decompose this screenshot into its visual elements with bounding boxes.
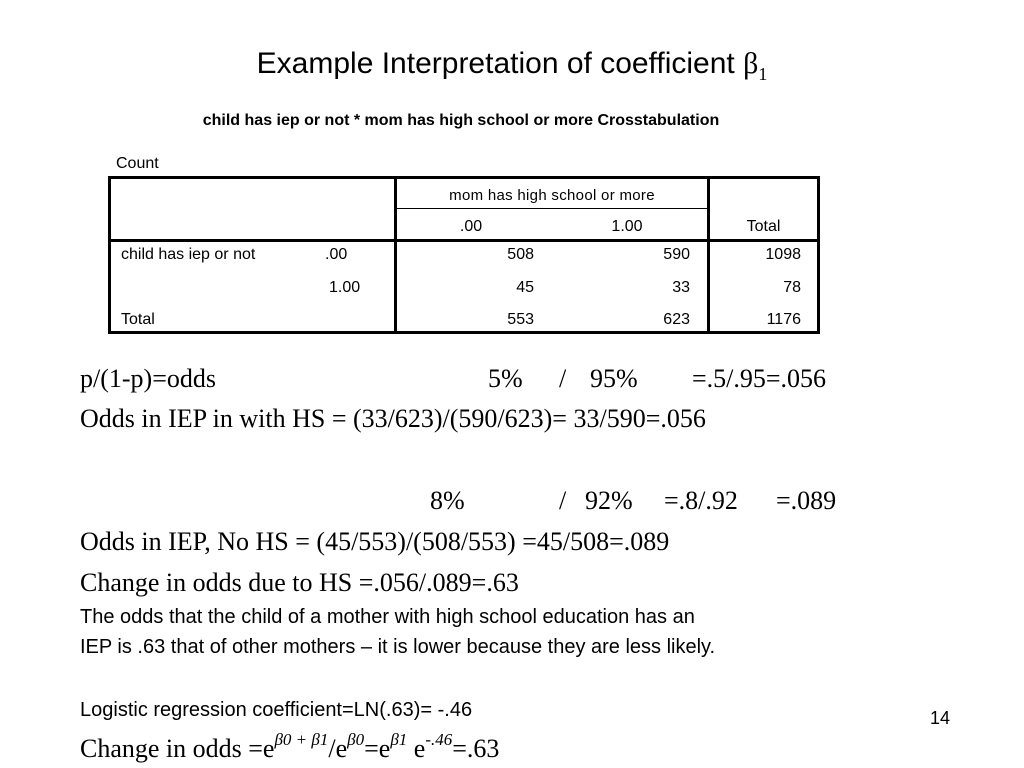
cell-r1-c1: 508 [507, 246, 534, 263]
total-c1: 553 [507, 311, 534, 328]
formula-exponent-beta1: β1 [390, 730, 408, 749]
formula-equals-e: =e [364, 734, 391, 763]
slide-title [0, 44, 1024, 94]
column-group-header: mom has high school or more [449, 187, 655, 204]
count-label: Count [116, 155, 159, 172]
hs-odds-result: =.5/.95=.056 [692, 364, 827, 393]
cell-r2-total: 78 [783, 279, 801, 296]
cell-r2-c1: 45 [516, 279, 534, 296]
cell-r2-c2: 33 [672, 279, 690, 296]
slide-title-text: Example Interpretation of coefficient [256, 47, 744, 80]
formula-exponent-beta0-plus-beta1: β0 + β1 [274, 730, 329, 749]
row-category-100: 1.00 [329, 279, 361, 296]
formula-result: =.63 [452, 734, 500, 763]
interpretation-line-1: The odds that the child of a mother with high school education has an [80, 606, 695, 628]
formula-exponent-value: -.46 [425, 730, 453, 749]
col-header-total: Total [746, 218, 781, 235]
row-category-00: .00 [325, 246, 348, 263]
cell-r1-c2: 590 [663, 246, 690, 263]
total-row-label: Total [121, 311, 155, 328]
no-hs-odds-result: =.089 [776, 486, 837, 515]
change-in-odds-formula [80, 730, 500, 765]
col-header-100: 1.00 [611, 218, 643, 235]
odds-with-hs-line: Odds in IEP in with HS = (33/623)/(590/623)= 33/590=.056 [80, 404, 706, 433]
formula-exponent-beta0: β0 [347, 730, 365, 749]
beta-subscript: 1 [758, 64, 768, 84]
formula-divide-e: /e [328, 734, 348, 763]
no-hs-slash: / [559, 486, 567, 515]
page-number: 14 [930, 708, 951, 728]
group-header-underline [397, 208, 707, 209]
odds-definition-label: p/(1-p)=odds [80, 364, 216, 393]
row-variable-label: child has iep or not [121, 246, 256, 263]
formula-e: e [407, 734, 426, 763]
change-in-odds-line: Change in odds due to HS =.056/.089=.63 [80, 568, 519, 597]
hs-slash: / [559, 364, 567, 393]
hs-no-iep-percent: 95% [590, 364, 638, 393]
col-header-00: .00 [459, 218, 483, 235]
no-hs-ratio: =.8/.92 [664, 486, 738, 515]
crosstab-title: child has iep or not * mom has high school or more Crosstabulation [202, 112, 720, 129]
header-divider [111, 239, 817, 242]
formula-prefix: Change in odds =e [80, 734, 275, 763]
cell-r1-total: 1098 [765, 246, 801, 263]
crosstab-table [108, 176, 820, 334]
total-c2: 623 [663, 311, 690, 328]
hs-iep-percent: 5% [488, 364, 523, 393]
interpretation-line-2: IEP is .63 that of other mothers – it is lower because they are less likely. [80, 636, 716, 658]
no-hs-iep-percent: 8% [430, 486, 465, 515]
grand-total: 1176 [766, 311, 801, 328]
odds-no-hs-line: Odds in IEP, No HS = (45/553)/(508/553) =45/508=.089 [80, 527, 670, 556]
no-hs-no-iep-percent: 92% [585, 486, 633, 515]
beta-symbol: β [743, 47, 759, 80]
logistic-coefficient-line: Logistic regression coefficient=LN(.63)= -.46 [80, 699, 473, 721]
